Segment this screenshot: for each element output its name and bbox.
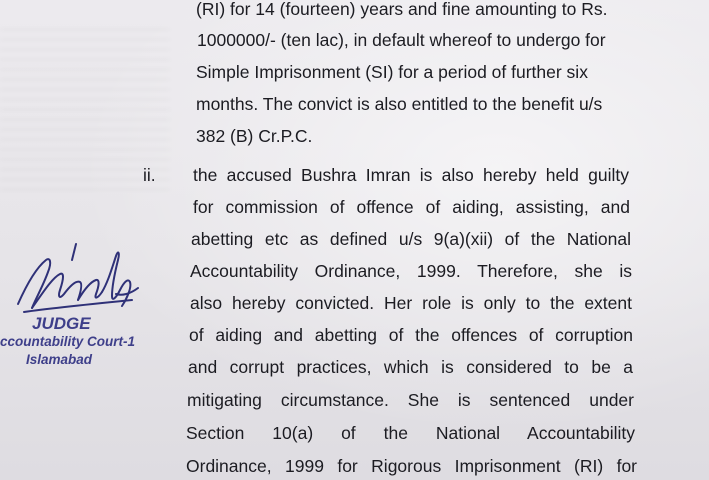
- signature: [12, 238, 147, 323]
- text-line: months. The convict is also entitled to the benefit u/s: [196, 94, 603, 114]
- stamp-court: ccountability Court-1: [0, 334, 136, 349]
- text-line: (RI) for 14 (fourteen) years and fine amounting to Rs.: [196, 0, 608, 19]
- text-line: also hereby convicted. Her role is only to the extent: [190, 293, 632, 313]
- text-line: 382 (B) Cr.P.C.: [196, 126, 313, 146]
- text-line: 1000000/- (ten lac), in default whereof to undergo for: [197, 30, 606, 50]
- text-line: and corrupt practices, which is considered to be a: [188, 357, 633, 377]
- stamp-title: JUDGE: [32, 314, 91, 333]
- text-line: the accused Bushra Imran is also hereby held guilty: [193, 165, 629, 185]
- text-line: of aiding and abetting of the offences of corruption: [189, 325, 633, 345]
- text-line: Section 10(a) of the National Accountability: [186, 423, 635, 443]
- item-number: ii.: [143, 165, 156, 185]
- stamp-city: Islamabad: [26, 352, 93, 367]
- text-line: abetting etc as defined u/s 9(a)(xii) of the National: [191, 229, 631, 249]
- text-line: Accountability Ordinance, 1999. Therefore, she is: [190, 261, 632, 281]
- text-line: Ordinance, 1999 for Rigorous Imprisonment (RI) for: [186, 456, 637, 476]
- text-line: mitigating circumstance. She is sentenced under: [187, 390, 634, 410]
- text-line: Simple Imprisonment (SI) for a period of further six: [196, 62, 588, 82]
- text-line: for commission of offence of aiding, assisting, and: [193, 197, 630, 217]
